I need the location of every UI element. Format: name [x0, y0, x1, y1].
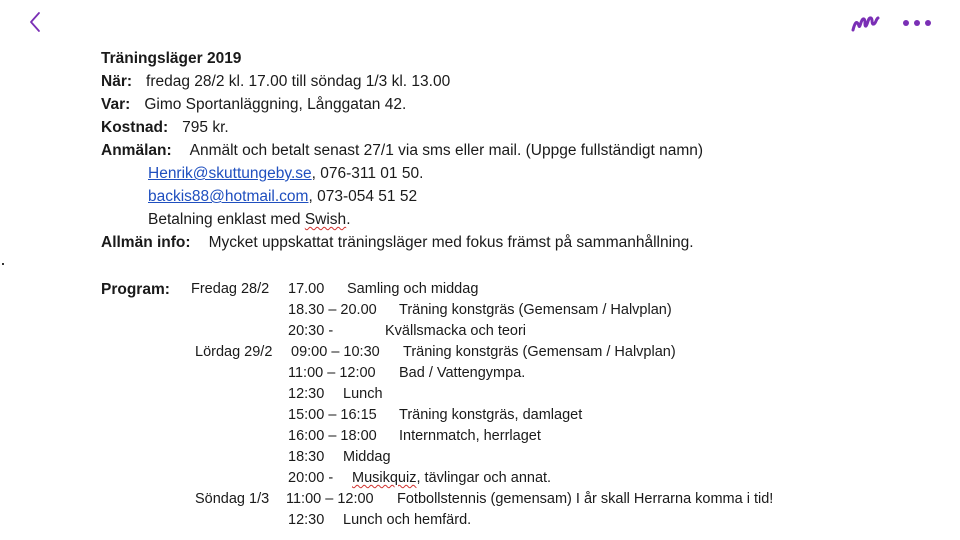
program-time: 20:30 - — [288, 323, 334, 339]
payment-method: Swish — [304, 211, 347, 228]
program-day: Lördag 29/2 — [195, 344, 273, 360]
program-activity — [352, 468, 551, 489]
program-activity: Lunch och hemfärd. — [343, 512, 472, 528]
doc-title: Träningsläger 2019 — [101, 50, 242, 67]
info-value: Mycket uppskattat träningsläger med fokus främst på sammanhållning. — [208, 234, 694, 251]
program-time: 20:00 - — [288, 470, 334, 486]
info-label: Allmän info: — [101, 234, 191, 251]
payment-suffix: . — [346, 211, 351, 228]
program-day: Söndag 1/3 — [195, 491, 270, 507]
when-value: fredag 28/2 kl. 17.00 till söndag 1/3 kl. 13.00 — [146, 73, 451, 90]
toolbar-right — [850, 10, 932, 36]
program-time: 09:00 – 10:30 — [291, 344, 380, 360]
cost-value: 795 kr. — [182, 119, 229, 136]
document-body — [101, 47, 921, 254]
program-time: 11:00 – 12:00 — [288, 365, 376, 381]
cost-label: Kostnad: — [101, 119, 169, 136]
payment-line — [101, 208, 921, 231]
contact-1 — [101, 162, 921, 185]
signup-value: Anmält och betalt senast 27/1 via sms eller mail. (Uppge fullständigt namn) — [189, 142, 704, 159]
signup-label: Anmälan: — [101, 142, 172, 159]
cost-line — [101, 116, 921, 139]
pen-button[interactable] — [850, 10, 880, 36]
program-day: Fredag 28/2 — [191, 281, 270, 297]
stray-dot — [2, 263, 4, 265]
program-time: 18:30 — [288, 449, 325, 465]
contact-1-phone: , 076-311 01 50. — [311, 165, 424, 182]
where-label: Var: — [101, 96, 131, 113]
payment-prefix: Betalning enklast med — [148, 211, 305, 228]
program-activity: Kvällsmacka och teori — [385, 323, 527, 339]
more-options-button[interactable] — [902, 10, 932, 36]
back-button[interactable] — [24, 10, 48, 34]
program-activity: Middag — [343, 449, 391, 465]
program-activity: Lunch — [343, 386, 383, 402]
info-line — [101, 231, 921, 254]
pen-scribble-icon — [850, 10, 880, 36]
program-activity: Fotbollstennis (gemensam) I år skall Herrarna komma i tid! — [397, 491, 774, 507]
signup-line — [101, 139, 921, 162]
program-time: 12:30 — [288, 512, 325, 528]
contact-2-email-link[interactable]: backis88@hotmail.com — [148, 188, 309, 205]
program-activity: Träning konstgräs (Gemensam / Halvplan) — [403, 344, 676, 360]
program-activity: Internmatch, herrlaget — [399, 428, 541, 444]
program-time: 18.30 – 20.00 — [288, 302, 377, 318]
chevron-left-icon — [24, 10, 48, 34]
program-time: 16:00 – 18:00 — [288, 428, 377, 444]
program-activity: Träning konstgräs, damlaget — [399, 407, 583, 423]
program-time: 17.00 — [288, 281, 325, 297]
program-time: 15:00 – 16:15 — [288, 407, 377, 423]
where-line — [101, 93, 921, 116]
program-activity: Träning konstgräs (Gemensam / Halvplan) — [399, 302, 672, 318]
activity-rest: , tävlingar och annat. — [416, 470, 552, 486]
program-time: 12:30 — [288, 386, 325, 402]
contact-1-email-link[interactable]: Henrik@skuttungeby.se — [148, 165, 312, 182]
contact-2-phone: , 073-054 51 52 — [308, 188, 418, 205]
program-label: Program: — [101, 281, 170, 298]
when-line — [101, 70, 921, 93]
program-activity: Samling och middag — [347, 281, 479, 297]
activity-squiggle-word: Musikquiz — [352, 470, 417, 486]
where-value: Gimo Sportanläggning, Långgatan 42. — [144, 96, 407, 113]
program-time: 11:00 – 12:00 — [286, 491, 374, 507]
contact-2 — [101, 185, 921, 208]
program-activity: Bad / Vattengympa. — [399, 365, 526, 381]
more-dots-icon — [902, 18, 932, 28]
when-label: När: — [101, 73, 133, 90]
